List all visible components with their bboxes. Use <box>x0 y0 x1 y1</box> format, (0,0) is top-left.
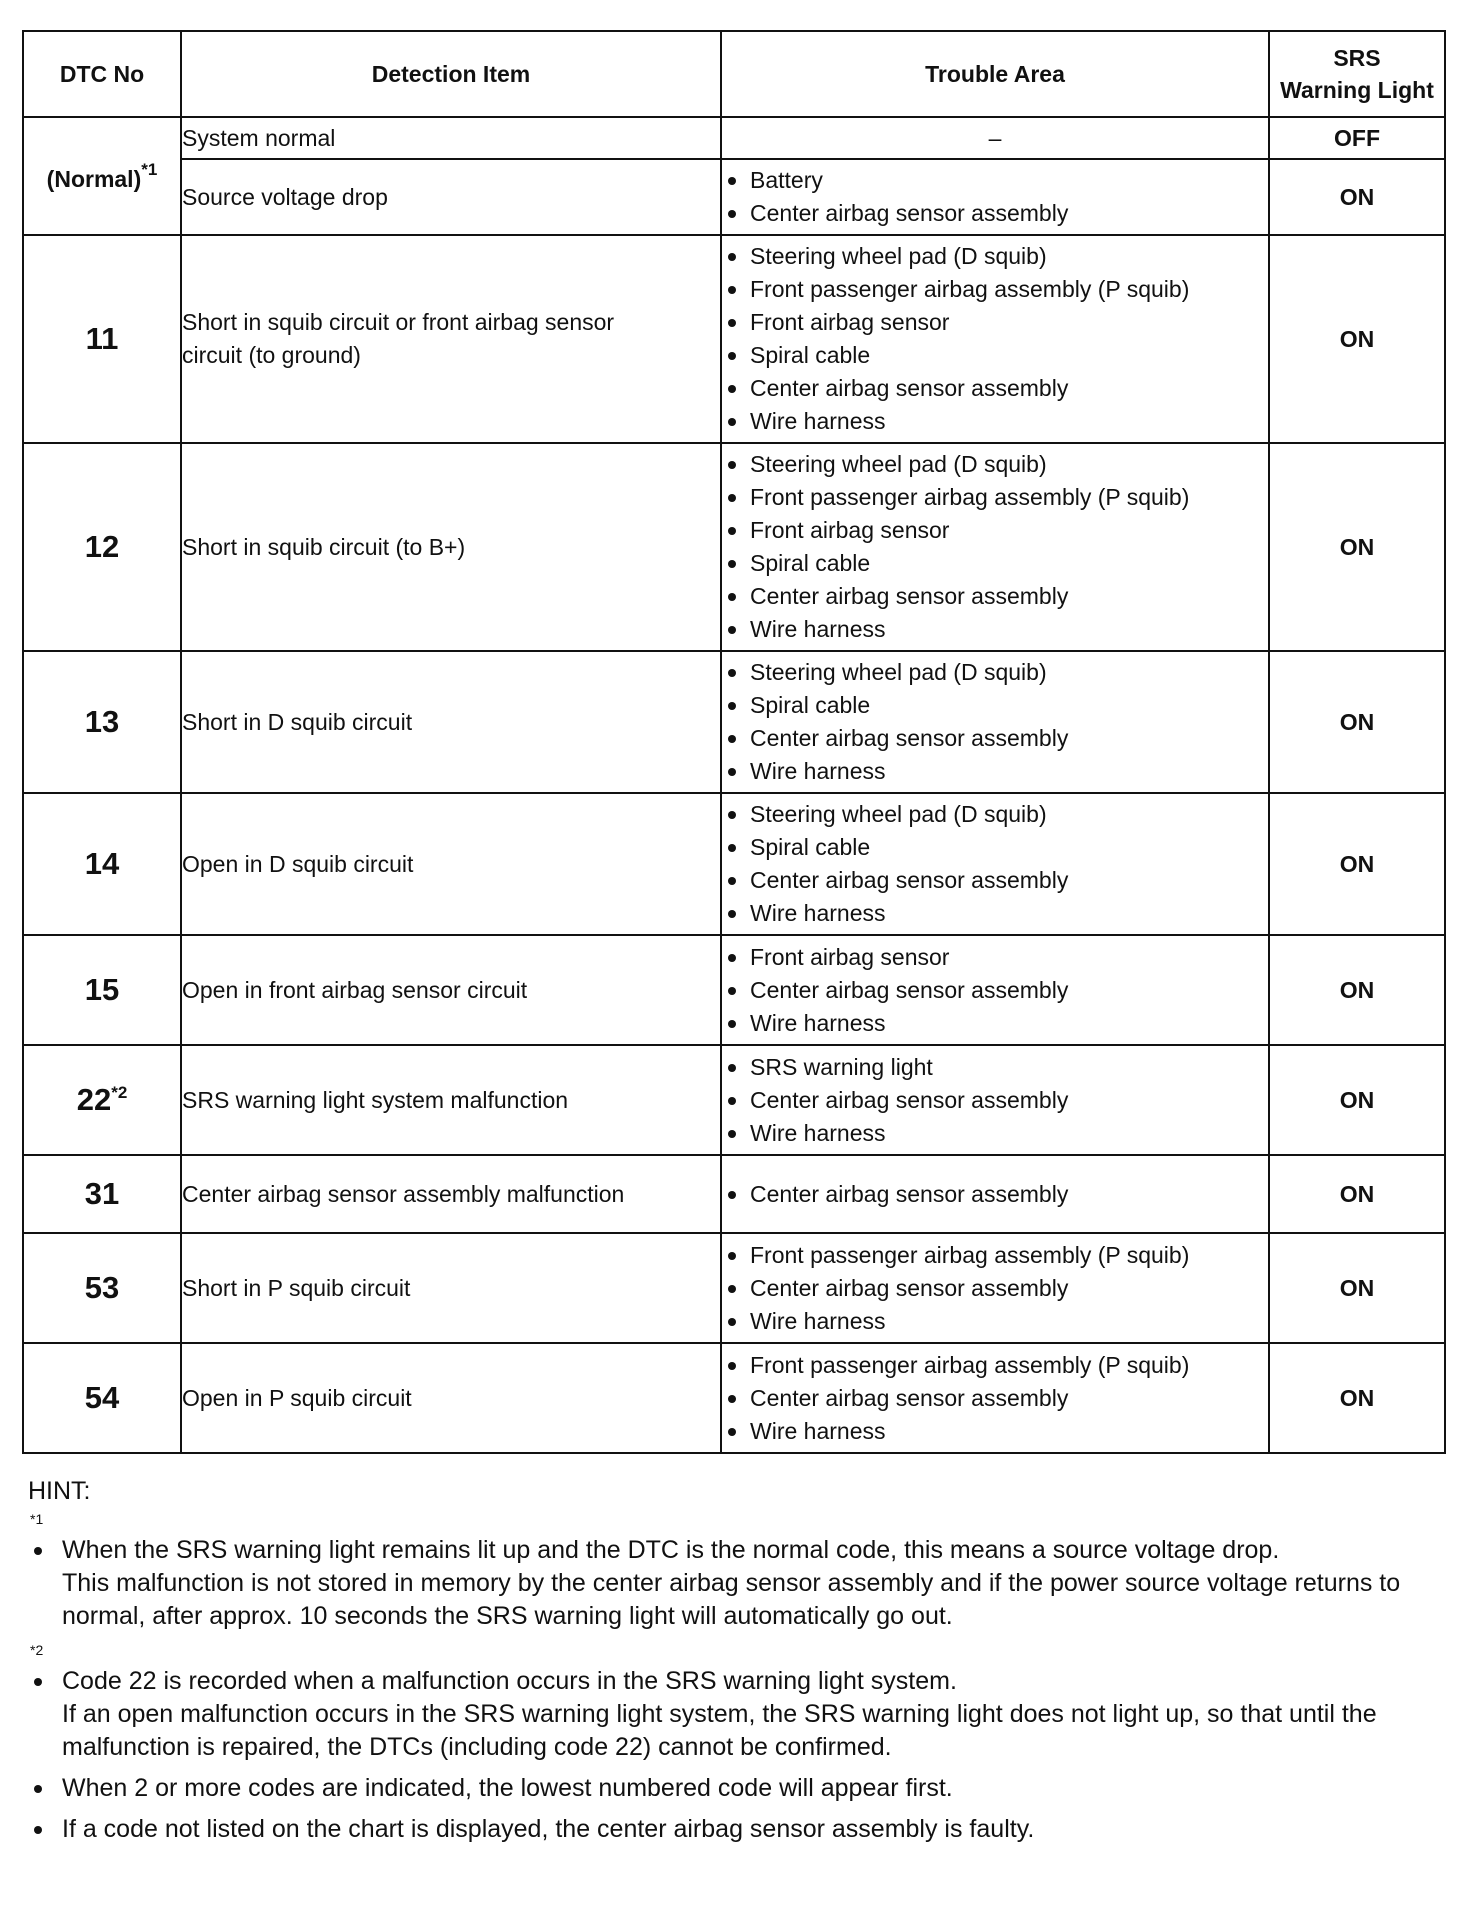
trouble-area-item: Wire harness <box>722 1007 1268 1040</box>
trouble-area-item: Wire harness <box>722 897 1268 930</box>
trouble-area-item: Wire harness <box>722 405 1268 438</box>
trouble-area-item: Front airbag sensor <box>722 941 1268 974</box>
detection-item <box>181 935 721 1045</box>
detection-item-line: Open in P squib circuit <box>182 1384 412 1411</box>
trouble-area-item: Center airbag sensor assembly <box>722 1178 1268 1211</box>
footnote-label: *1 <box>30 1511 44 1527</box>
dtc-code-text: 15 <box>84 972 120 1007</box>
trouble-area-list <box>722 1051 1268 1150</box>
trouble-area-item: Steering wheel pad (D squib) <box>722 656 1268 689</box>
trouble-area-list <box>722 448 1268 646</box>
footnote-mark: *2 <box>111 1083 128 1102</box>
warning-light-status: ON <box>1269 793 1445 935</box>
trouble-area-item: Steering wheel pad (D squib) <box>722 798 1268 831</box>
trouble-area <box>721 443 1269 651</box>
trouble-area-item: Front airbag sensor <box>722 306 1268 339</box>
header-srs-warning-light <box>1269 31 1445 117</box>
trouble-area-list <box>722 1349 1268 1448</box>
hint-text: If an open malfunction occurs in the SRS warning light system, the SRS warning light does not light up, so that until the malfunction is repaired, the DTCs (including code 22) cannot be confirmed. <box>62 1700 1377 1761</box>
table-row <box>23 235 1445 443</box>
dtc-code <box>23 1233 181 1343</box>
trouble-area-item: Wire harness <box>722 1305 1268 1338</box>
table-row <box>23 1045 1445 1155</box>
trouble-area-list <box>722 941 1268 1040</box>
detection-item <box>181 793 721 935</box>
detection-item <box>181 443 721 651</box>
header-trouble-area: Trouble Area <box>721 31 1269 117</box>
trouble-area-item: Front airbag sensor <box>722 514 1268 547</box>
header-detection-item: Detection Item <box>181 31 721 117</box>
dtc-code-text: 11 <box>85 321 119 356</box>
trouble-area-item: Front passenger airbag assembly (P squib) <box>722 1239 1268 1272</box>
dtc-code <box>23 935 181 1045</box>
dtc-code-text: 12 <box>84 529 120 564</box>
dtc-table <box>22 30 1446 1454</box>
dtc-code-text: 22 <box>76 1082 112 1117</box>
trouble-area: – <box>721 117 1269 159</box>
trouble-area <box>721 935 1269 1045</box>
trouble-area-list <box>722 1178 1268 1211</box>
warning-light-status: ON <box>1269 935 1445 1045</box>
trouble-area-item: Spiral cable <box>722 547 1268 580</box>
trouble-area-item: Center airbag sensor assembly <box>722 864 1268 897</box>
trouble-area-item: Center airbag sensor assembly <box>722 1382 1268 1415</box>
detection-item: Source voltage drop <box>181 159 721 235</box>
hint-text: This malfunction is not stored in memory by the center airbag sensor assembly and if the power source voltage returns to normal, after approx. 10 seconds the SRS warning light will automatically go out. <box>62 1569 1401 1630</box>
detection-item-line: Short in squib circuit (to B+) <box>182 533 466 560</box>
hint-title: HINT: <box>28 1477 91 1505</box>
hint-bullet <box>28 1665 1448 1764</box>
dtc-code-text: 53 <box>84 1270 120 1305</box>
dtc-code <box>23 651 181 793</box>
hint-text: When 2 or more codes are indicated, the lowest numbered code will appear first. <box>62 1774 953 1802</box>
trouble-area-item: Center airbag sensor assembly <box>722 580 1268 613</box>
dtc-code <box>23 1155 181 1233</box>
table-row <box>23 443 1445 651</box>
detection-item <box>181 1233 721 1343</box>
trouble-area-item: Front passenger airbag assembly (P squib) <box>722 481 1268 514</box>
trouble-area-list <box>722 240 1268 438</box>
trouble-area-item: Center airbag sensor assembly <box>722 1272 1268 1305</box>
trouble-area-item: Center airbag sensor assembly <box>722 1084 1268 1117</box>
warning-light-status: ON <box>1269 1155 1445 1233</box>
trouble-area <box>721 235 1269 443</box>
detection-item-line: Short in D squib circuit <box>182 708 413 735</box>
detection-item <box>181 1343 721 1453</box>
trouble-area-item: Center airbag sensor assembly <box>722 974 1268 1007</box>
trouble-area <box>721 1343 1269 1453</box>
trouble-area <box>721 1045 1269 1155</box>
warning-light-status: ON <box>1269 443 1445 651</box>
header-srs-line2: Warning Light <box>1280 77 1434 103</box>
dtc-code-text: 31 <box>84 1176 120 1211</box>
hint-text: If a code not listed on the chart is displayed, the center airbag sensor assembly is faulty. <box>62 1815 1035 1843</box>
table-body <box>23 117 1445 1453</box>
detection-item-line: circuit (to ground) <box>182 342 361 368</box>
warning-light-status: ON <box>1269 235 1445 443</box>
dtc-code-text: 13 <box>84 704 120 739</box>
trouble-area-list <box>722 656 1268 788</box>
detection-item <box>181 235 721 443</box>
detection-item-line: Open in D squib circuit <box>182 850 414 877</box>
dtc-code-normal-text: (Normal) <box>46 165 142 192</box>
hint-notes <box>28 1510 1448 1846</box>
table-row <box>23 1343 1445 1453</box>
hint-bullet <box>28 1534 1448 1633</box>
dtc-code <box>23 1343 181 1453</box>
detection-item-line: Short in squib circuit or front airbag sensor <box>182 309 615 335</box>
trouble-area-item: Spiral cable <box>722 831 1268 864</box>
trouble-area <box>721 159 1269 235</box>
trouble-area <box>721 793 1269 935</box>
footnote-label: *2 <box>30 1642 44 1658</box>
trouble-area-item: Steering wheel pad (D squib) <box>722 240 1268 273</box>
table-row <box>23 159 1445 235</box>
dtc-code-text: 14 <box>84 846 120 881</box>
bullet-icon <box>34 1678 42 1686</box>
trouble-area <box>721 1233 1269 1343</box>
trouble-area-item: Center airbag sensor assembly <box>722 372 1268 405</box>
trouble-area-item: Spiral cable <box>722 689 1268 722</box>
dtc-code <box>23 235 181 443</box>
bullet-icon <box>34 1785 42 1793</box>
trouble-area-item: Wire harness <box>722 1117 1268 1150</box>
trouble-area-list <box>722 1239 1268 1338</box>
header-srs-line1: SRS <box>1333 45 1381 71</box>
dtc-code <box>23 1045 181 1155</box>
trouble-area-item: Wire harness <box>722 755 1268 788</box>
trouble-area-item: Front passenger airbag assembly (P squib) <box>722 273 1268 306</box>
dtc-code-normal <box>23 117 181 235</box>
warning-light-status: OFF <box>1269 117 1445 159</box>
detection-item-line: Center airbag sensor assembly malfunction <box>182 1180 625 1207</box>
header-dtc-no: DTC No <box>23 31 181 117</box>
trouble-area-item: SRS warning light <box>722 1051 1268 1084</box>
warning-light-status: ON <box>1269 1045 1445 1155</box>
trouble-area-list <box>722 798 1268 930</box>
table-row <box>23 117 1445 159</box>
trouble-area-item: Battery <box>722 164 1268 197</box>
dtc-code <box>23 443 181 651</box>
trouble-area-item: Center airbag sensor assembly <box>722 722 1268 755</box>
warning-light-status: ON <box>1269 159 1445 235</box>
bullet-icon <box>34 1826 42 1834</box>
bullet-icon <box>34 1547 42 1555</box>
trouble-area-item: Wire harness <box>722 1415 1268 1448</box>
trouble-area <box>721 651 1269 793</box>
trouble-area-list <box>722 164 1268 230</box>
trouble-area-item: Center airbag sensor assembly <box>722 197 1268 230</box>
footnote-mark: *1 <box>141 159 158 179</box>
trouble-area-item: Spiral cable <box>722 339 1268 372</box>
hint-section <box>28 1475 1448 1854</box>
trouble-area-item: Steering wheel pad (D squib) <box>722 448 1268 481</box>
hint-bullet <box>28 1772 1448 1805</box>
warning-light-status: ON <box>1269 1233 1445 1343</box>
dtc-code <box>23 793 181 935</box>
warning-light-status: ON <box>1269 651 1445 793</box>
warning-light-status: ON <box>1269 1343 1445 1453</box>
trouble-area <box>721 1155 1269 1233</box>
detection-item <box>181 1045 721 1155</box>
detection-item: System normal <box>181 117 721 159</box>
hint-text: When the SRS warning light remains lit up and the DTC is the normal code, this means a source voltage drop. <box>62 1536 1280 1564</box>
table-row <box>23 793 1445 935</box>
table-row <box>23 935 1445 1045</box>
table-row <box>23 651 1445 793</box>
table-row <box>23 1155 1445 1233</box>
table-header-row <box>23 31 1445 117</box>
detection-item-line: Open in front airbag sensor circuit <box>182 976 528 1003</box>
detection-item-line: Short in P squib circuit <box>182 1274 411 1301</box>
table-row <box>23 1233 1445 1343</box>
trouble-area-item: Front passenger airbag assembly (P squib) <box>722 1349 1268 1382</box>
detection-item <box>181 1155 721 1233</box>
hint-text: Code 22 is recorded when a malfunction occurs in the SRS warning light system. <box>62 1667 957 1695</box>
trouble-area-item: Wire harness <box>722 613 1268 646</box>
detection-item <box>181 651 721 793</box>
hint-bullet <box>28 1813 1448 1846</box>
detection-item-line: SRS warning light system malfunction <box>182 1086 569 1113</box>
dtc-code-text: 54 <box>84 1380 120 1415</box>
